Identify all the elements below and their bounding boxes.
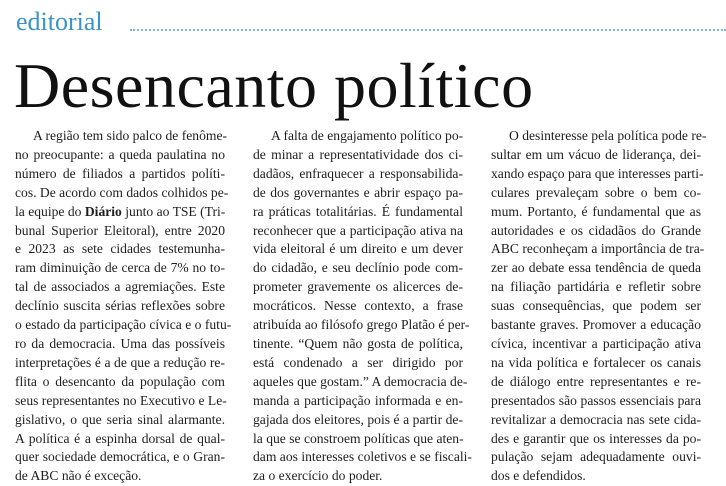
- text-line: ram diminuição de cerca de 7% no to-: [15, 260, 225, 276]
- text-line: la equipe do Diário junto ao TSE (Tri-: [15, 203, 226, 219]
- text-line: de ABC não é exceção.: [15, 468, 142, 484]
- text-line: culares prevaleçam sobre o bem co-: [491, 184, 701, 200]
- text-line: A política é a espinha dorsal de qual-: [15, 430, 225, 446]
- text-line: aqueles que gostam.” A democracia de-: [253, 373, 468, 389]
- text-line: des e garantir que os interesses da po-: [491, 430, 701, 446]
- text-line: prometer gravemente os alicerces de-: [253, 279, 463, 295]
- text-line: gajada dos eleitores, pois é a partir de-: [253, 411, 463, 427]
- text-line: na vida política e fortalecer os canais: [491, 354, 701, 370]
- text-line: ra práticas totalitárias. É fundamental: [253, 203, 463, 219]
- text-line: bunal Superior Eleitoral), entre 2020: [15, 222, 225, 238]
- text-line: A falta de engajamento político po-: [271, 128, 464, 143]
- text-line: flita o desencanto da população com: [15, 373, 225, 389]
- text-line: sultar em um vácuo de liderança, dei-: [491, 146, 701, 162]
- text-line: O desinteresse pela política pode re-: [509, 128, 707, 143]
- text-line: manda a participação informada e en-: [253, 392, 463, 408]
- text-line: autoridades e os cidadãos do Grande: [491, 222, 701, 238]
- text-line: presentados são passos essenciais para: [491, 392, 701, 408]
- section-divider: [130, 29, 726, 31]
- text-line: mum. Portanto, é fundamental que as: [491, 203, 701, 219]
- text-line: reconhecer que a participação ativa na: [253, 222, 463, 238]
- article-column-2: [253, 127, 472, 486]
- text-line: o estado da participação cívica e o futu-: [15, 317, 232, 333]
- text-line: dos e defendidos.: [491, 468, 586, 484]
- text-line: pulação sejam adequadamente ouvi-: [491, 449, 701, 465]
- text-line: está condenado a ser dirigido por: [253, 354, 463, 370]
- text-line: tal de associados a agremiações. Este: [15, 279, 225, 295]
- text-line: atribuída ao filósofo grego Platão é per-: [253, 317, 470, 333]
- text-line: de dos governantes e abrir espaço pa-: [253, 184, 463, 200]
- text-line: A região tem sido palco de fenôme-: [33, 128, 228, 143]
- text-line: vida eleitoral é um direito e um dever: [253, 241, 463, 257]
- text-line: tinente. “Quem não gosta de política,: [253, 335, 463, 351]
- text-line: de minar a representatividade dos ci-: [253, 146, 463, 162]
- text-line: no preocupante: a queda paulatina no: [15, 146, 225, 162]
- text-line: cos. De acordo com dados colhidos pe-: [15, 184, 229, 200]
- headline: Desencanto político: [14, 50, 534, 121]
- text-line: cívica, incentivar a participação ativa: [491, 335, 701, 351]
- text-line: ro da democracia. Uma das possíveis: [15, 335, 225, 351]
- text-line: seus representantes no Executivo e Le-: [15, 392, 227, 408]
- text-line: revitalizar a democracia nas sete cida-: [491, 411, 701, 427]
- text-line: número de filiados a partidos políti-: [15, 165, 225, 181]
- text-line: mocráticos. Nesse contexto, a frase: [253, 298, 463, 314]
- text-line: dam aos interesses coletivos e se fiscali-: [253, 449, 472, 465]
- text-line: la que se constroem políticas que aten-: [253, 430, 464, 446]
- text-line: na filiação partidária e refletir sobre: [491, 279, 701, 295]
- article-column-1: [15, 127, 232, 486]
- section-label: editorial: [16, 7, 103, 36]
- text-line: xando espaço para que interesses parti-: [491, 165, 704, 181]
- text-line: bastante graves. Promover a educação: [491, 317, 701, 333]
- text-line: za o exercício do poder.: [253, 468, 383, 484]
- text-line: e 2023 as sete cidades testemunha-: [15, 241, 225, 257]
- text-line: interpretações é a de que a redução re-: [15, 354, 225, 370]
- text-line: zer ao debate essa tendência de queda: [491, 260, 701, 276]
- text-line: ABC reconheçam a importância de tra-: [491, 241, 705, 257]
- text-line: suas consequências, que podem ser: [491, 298, 701, 314]
- text-line: declínio suscita sérias reflexões sobre: [15, 298, 225, 314]
- text-line: dadãos, enfraquecer a responsabilida-: [253, 165, 463, 181]
- text-line: quer sociedade democrática, e o Gran-: [15, 449, 225, 465]
- text-line: do cidadão, e seu declínio pode com-: [253, 260, 463, 276]
- text-line: gislativo, o que seria sinal alarmante.: [15, 411, 225, 427]
- text-line: de diálogo entre representantes e re-: [491, 373, 701, 389]
- article-column-3: [491, 127, 707, 486]
